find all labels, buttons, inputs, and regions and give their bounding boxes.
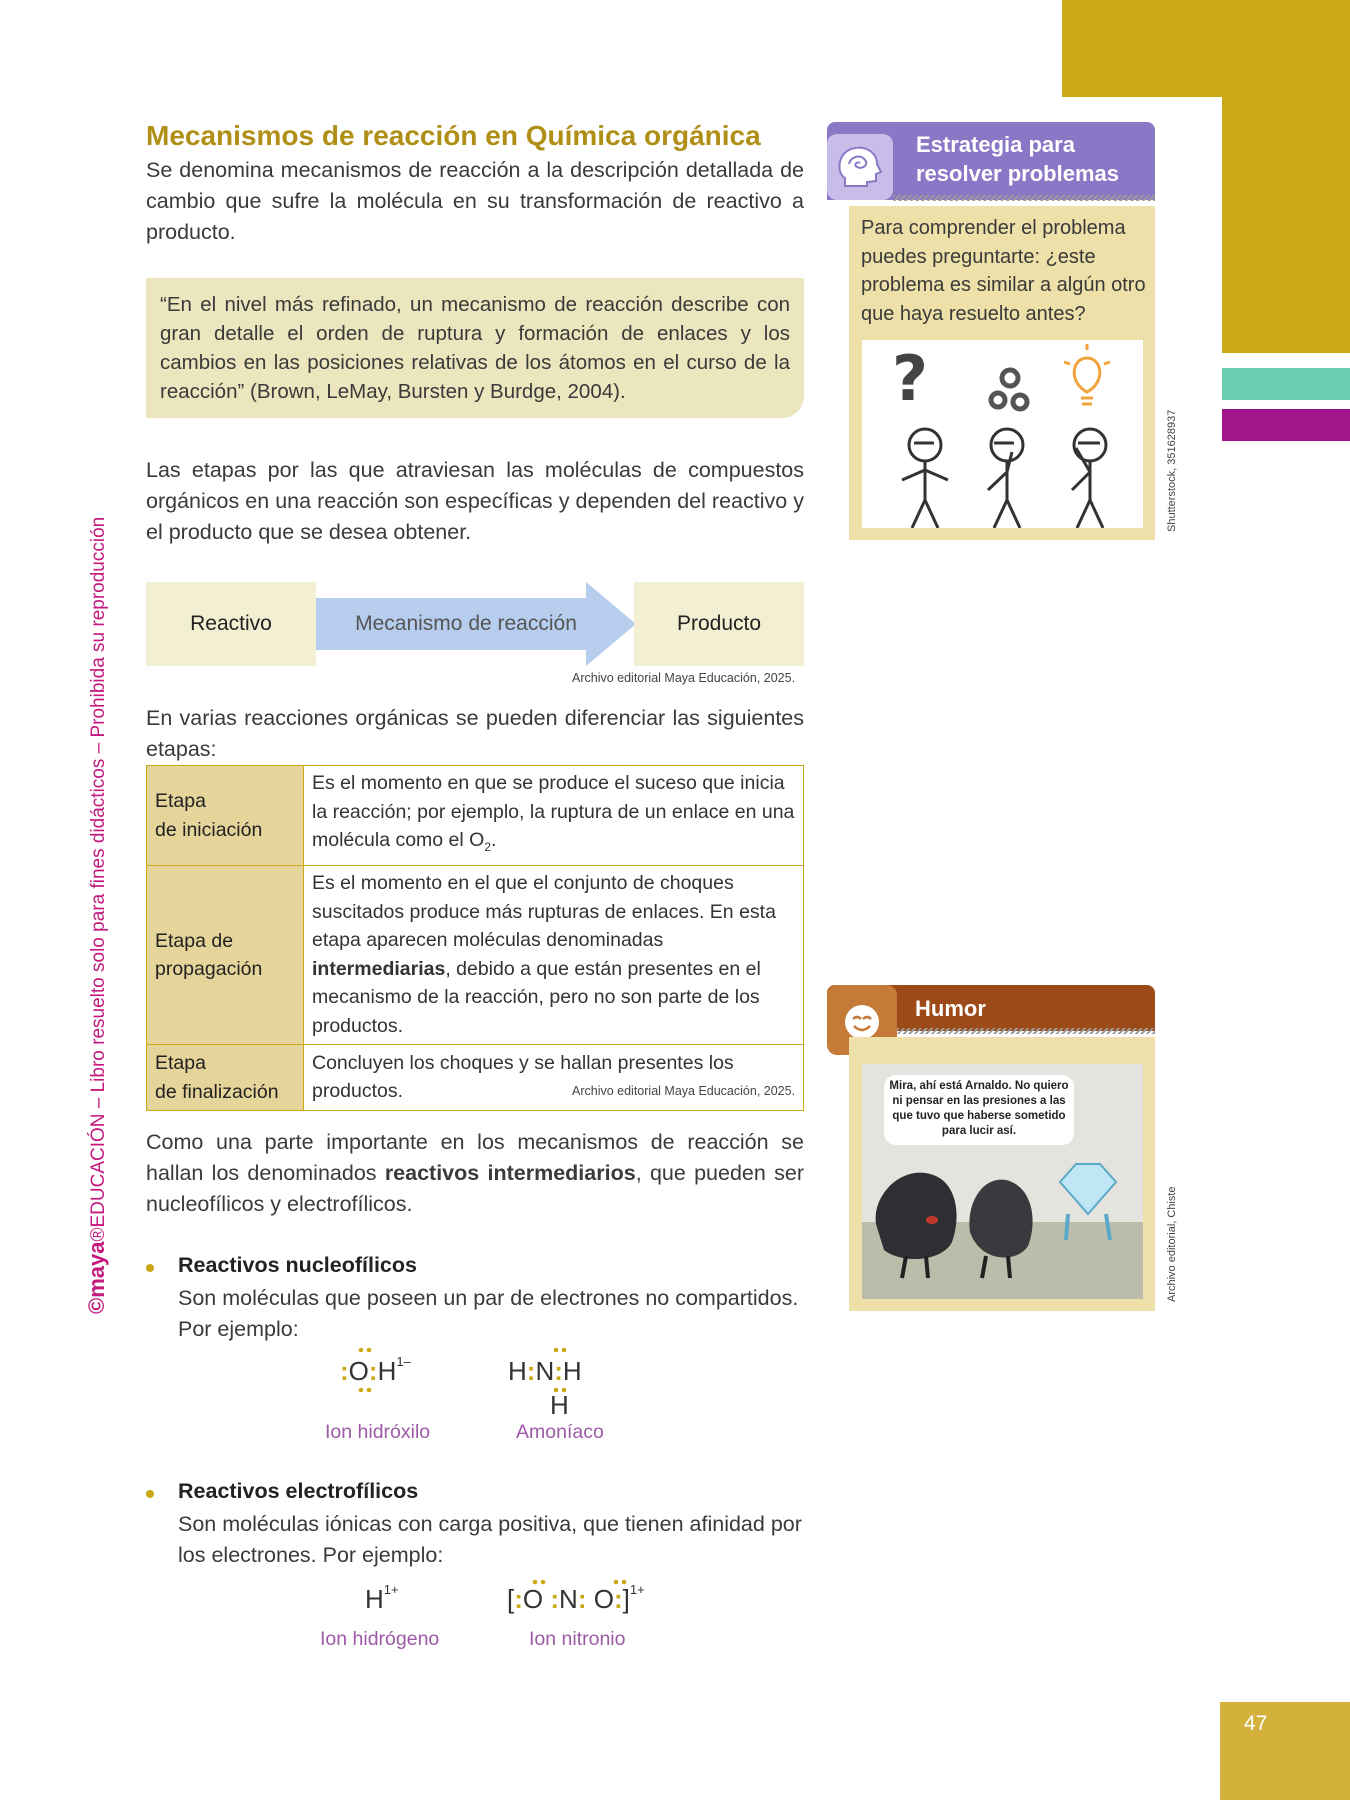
copyright-brand: ©maya — [84, 1241, 109, 1314]
copyright-text: ®EDUCACIÓN – Libro resuelto solo para fines didácticos – Prohibida su reproducción — [88, 516, 109, 1242]
reaction-flow-diagram — [146, 582, 804, 666]
electrophiles-title: Reactivos electrofílicos — [178, 1479, 419, 1503]
nitronium-label: Ion nitronio — [529, 1628, 626, 1650]
stage-bold-term: intermediarias — [312, 957, 446, 980]
table-row — [147, 866, 804, 1045]
ammonia-label: Amoníaco — [516, 1421, 604, 1443]
stage-text: , debido a que están presentes en el mecanismo de la reacción, pero no son parte de los productos. — [312, 957, 761, 1037]
copyright-notice — [84, 474, 114, 1314]
svg-text:?: ? — [892, 342, 928, 415]
hydroxyl-formula: $:O:H^{1-}$ — [340, 1354, 411, 1386]
nucleophiles-title: Reactivos nucleofílicos — [178, 1253, 417, 1277]
humor-hatch-divider — [897, 1028, 1155, 1034]
humor-title: Humor — [915, 996, 986, 1021]
teal-tab-decoration — [1222, 368, 1350, 400]
corner-decoration — [1062, 0, 1350, 97]
page-number-tab — [1220, 1702, 1350, 1800]
ammonia-lone-pair-icon — [551, 1346, 571, 1360]
intermediates-text: Como una parte importante en los mecanismos de reacción se hallan los denominados — [146, 1130, 804, 1185]
stages-intro-paragraph: Las etapas por las que atraviesan las moléculas de compuestos orgánicos en una reacción son específicas y dependen del reactivo y el producto que se desea obtener. — [146, 458, 804, 544]
strategy-credit: Shutterstock, 351628937 — [1166, 409, 1178, 532]
flow-reactant: Reactivo — [146, 582, 316, 666]
ammonia-formula: H:N:H — [508, 1356, 582, 1386]
stage-label-line: propagación — [155, 958, 263, 981]
stage-description — [304, 766, 804, 866]
speech-bubble: Mira, ahí está Arnaldo. No quiero ni pensar en las presiones a las que tuvo que haberse sometido para lucir así. — [884, 1075, 1074, 1145]
section-title: Mecanismos de reacción en Química orgánica — [146, 120, 761, 151]
intermediates-text-tail: , que pueden ser nucleofílicos y electrofílicos. — [146, 1161, 804, 1216]
strategy-title: Estrategia para resolver problemas — [916, 132, 1119, 186]
ammonia-bottom-h: H — [550, 1390, 569, 1420]
side-decoration — [1222, 97, 1350, 353]
stage-label-line: de iniciación — [155, 818, 263, 841]
stages-table — [146, 765, 804, 1111]
bullet-icon — [146, 1264, 158, 1276]
hydrogen-ion-label: Ion hidrógeno — [320, 1628, 440, 1650]
stage-text: Es el momento en que se produce el suceso que inicia la reacción; por ejemplo, la ruptura de un enlace en una molécula como el O — [312, 772, 795, 851]
flow-mechanism: Mecanismo de reacción — [355, 612, 577, 635]
strategy-text: Para comprender el problema puedes preguntarte: ¿este problema es similar a algún otro que haya resuelto antes? — [861, 217, 1146, 325]
stage-description: Concluyen los choques y se hallan presentes los productos. — [304, 1045, 804, 1111]
hydrogen-charge: 1+ — [383, 1582, 399, 1598]
page-number: 47 — [1244, 1712, 1268, 1735]
strategy-hatch-divider — [893, 195, 1155, 201]
stage-label-line: de finalización — [155, 1080, 279, 1103]
stage-text: Es el momento en el que el conjunto de choques suscitados produce más rupturas de enlaces. En esta etapa aparecen moléculas denominadas — [312, 872, 776, 952]
stage-text-tail: . — [491, 829, 497, 851]
hydroxyl-charge: 1– — [396, 1354, 411, 1370]
stage-label — [147, 766, 304, 866]
stage-label-line: Etapa — [155, 1052, 206, 1075]
nucleophiles-text: Son moléculas que poseen un par de electrones no compartidos. Por ejemplo: — [178, 1286, 799, 1341]
quote-box — [146, 278, 804, 418]
intermediates-bold: reactivos intermediarios — [384, 1161, 636, 1185]
flow-product: Producto — [634, 582, 804, 666]
quote-text: “En el nivel más refinado, un mecanismo de reacción describe con gran detalle el orden de ruptura y formación de enlaces y los cambios en las posiciones relativas de los átomos en el curso de la reacción” (Brown, LeMay, Bursten y Burdge, 2004). — [160, 293, 790, 403]
thinking-figures-illustration — [862, 340, 1143, 528]
nitronium-formula: [:O :N: O:]$^{1+}$ — [507, 1582, 645, 1614]
intro-paragraph: Se denomina mecanismos de reacción a la descripción detallada de cambio que sufre la molécula en su transformación de reactivo a producto. — [146, 158, 804, 244]
nitronium-lone-pairs-icon — [532, 1578, 652, 1588]
stage-label — [147, 1045, 304, 1111]
table-row — [147, 1045, 804, 1111]
stage-label-line: Etapa de — [155, 929, 234, 952]
hydrogen-ion-formula: $H^{1+}$ — [365, 1582, 399, 1614]
stage-description — [304, 866, 804, 1045]
stage-subscript: 2 — [484, 839, 492, 854]
strategy-head-icon — [827, 134, 893, 200]
bullet-icon — [146, 1490, 158, 1502]
nitronium-charge: 1+ — [629, 1582, 645, 1598]
stage-label — [147, 866, 304, 1045]
table-row — [147, 766, 804, 866]
electrophiles-text: Son moléculas iónicas con carga positiva, que tienen afinidad por los electrones. Por ejemplo: — [178, 1512, 802, 1567]
magenta-tab-decoration — [1222, 409, 1350, 441]
stages-lead-paragraph: En varias reacciones orgánicas se pueden diferenciar las siguientes etapas: — [146, 706, 804, 761]
hydroxyl-label: Ion hidróxilo — [325, 1421, 431, 1443]
flow-credit: Archivo editorial Maya Educación, 2025. — [572, 671, 796, 685]
humor-credit: Archivo editorial, Chiste — [1166, 1186, 1178, 1302]
table-credit: Archivo editorial Maya Educación, 2025. — [572, 1084, 796, 1098]
stage-label-line: Etapa — [155, 790, 206, 813]
intermediates-paragraph — [146, 1127, 804, 1220]
hydroxyl-lone-pairs-icon — [356, 1346, 376, 1394]
